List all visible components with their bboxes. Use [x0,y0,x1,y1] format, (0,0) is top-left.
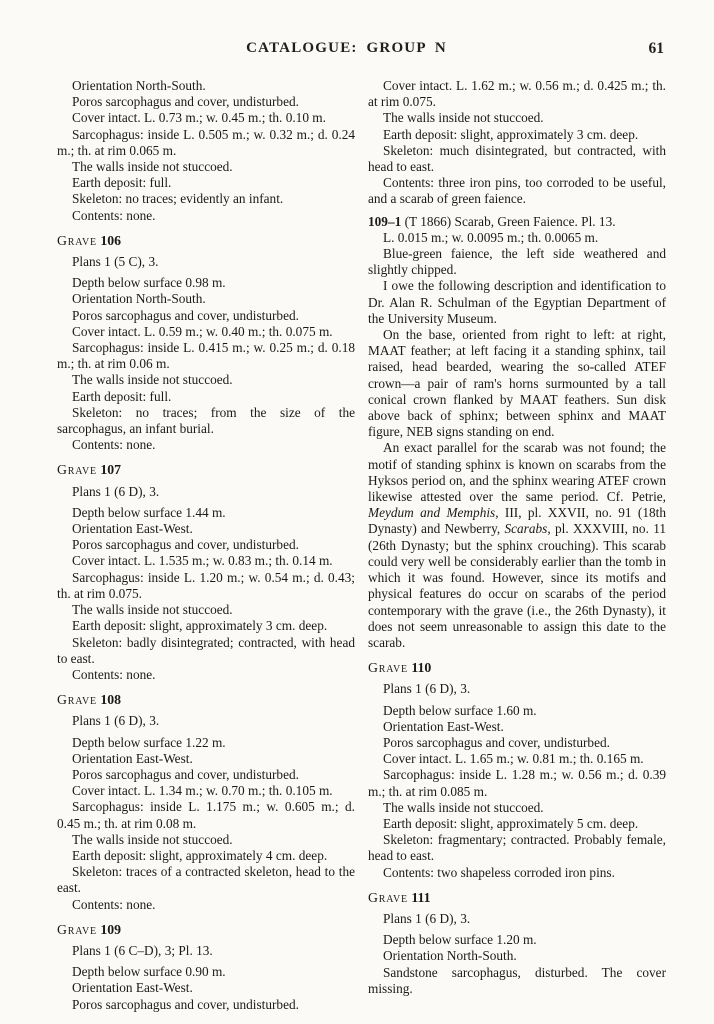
paragraph: The walls inside not stuccoed. [383,799,544,815]
paragraph: Cover intact. L. 1.65 m.; w. 0.81 m.; th. 0.165 m. [383,751,644,767]
paragraph: Cover intact. L. 1.535 m.; w. 0.83 m.; th. 0.14 m. [72,553,333,569]
paragraph: The walls inside not stuccoed. [72,159,233,175]
paragraph: Sarcophagus: inside L. 1.28 m.; w. 0.56 m.; d. 0.39 m.; th. at rim 0.085 m. [368,767,666,799]
paragraph: Sarcophagus: inside L. 0.505 m.; w. 0.32 m.; d. 0.24 m.; th. at rim 0.065 m. [57,126,355,158]
paragraph: Skeleton: much disintegrated, but contracted, with head to east. [368,142,666,175]
paragraph: Contents: none. [72,207,156,223]
grave-label: Grave [57,462,97,478]
paragraph: Earth deposit: full. [72,388,172,404]
paragraph: Earth deposit: slight, approximately 4 cm. deep. [72,847,328,863]
paragraph: Poros sarcophagus and cover, undisturbed. [72,94,299,110]
paragraph: Poros sarcophagus and cover, undisturbed. [383,734,610,750]
running-header-title: CATALOGUE: GROUP N [246,40,447,56]
paragraph: Skeleton: no traces; from the size of the sarcophagus, an infant burial. [57,404,355,437]
grave-label: Grave [57,692,97,708]
grave-label: Grave [57,232,97,248]
plans-line: Plans 1 (5 C), 3. [72,254,159,270]
paragraph: Cover intact. L. 0.59 m.; w. 0.40 m.; th. 0.075 m. [72,323,333,339]
paragraph: Cover intact. L. 1.62 m.; w. 0.56 m.; d. 0.425 m.; th. at rim 0.075. [368,78,666,110]
paragraph: Sarcophagus: inside L. 0.415 m.; w. 0.25 m.; d. 0.18 m.; th. at rim 0.06 m. [57,340,355,372]
grave-number: 107 [96,462,122,478]
paragraph: Skeleton: no traces; evidently an infant. [72,191,284,207]
grave-heading [57,233,355,249]
paragraph: Cover intact. L. 0.73 m.; w. 0.45 m.; th. 0.10 m. [72,110,326,126]
right-column [368,78,666,1013]
paragraph: Contents: none. [72,437,156,453]
paragraph: I owe the following description and identification to Dr. Alan R. Schulman of the Egyptian Department of the University Museum. [368,278,666,326]
grave-label: Grave [57,921,97,937]
paragraph: On the base, oriented from right to left: at right, MAAT feather; at left facing it a standing sphinx, tail raised, head bearded, wearing the so-called ATEF crown—a pair of ram's horns surmounted by a tall conical crown flanked by MAAT feathers. Sun disk above back of sphinx; between sphinx and MAAT figure, NEB signs standing on end. [368,327,666,440]
paragraph: Sandstone sarcophagus, disturbed. The cover missing. [368,964,666,996]
find-entry: 109–1 (T 1866) Scarab, Green Faience. Pl. 13. [368,213,616,229]
paragraph: Contents: none. [72,666,156,682]
grave-heading [368,660,666,676]
grave-number: 106 [96,232,122,248]
paragraph: Poros sarcophagus and cover, undisturbed. [72,307,299,323]
paragraph: Contents: three iron pins, too corroded to be useful, and a scarab of green faience. [368,175,666,207]
paragraph: Poros sarcophagus and cover, undisturbed. [72,766,299,782]
paragraph: Poros sarcophagus and cover, undisturbed. [72,537,299,553]
paragraph: Sarcophagus: inside L. 1.20 m.; w. 0.54 m.; d. 0.43; th. at rim 0.075. [57,569,355,601]
grave-heading [57,692,355,708]
paragraph: Orientation East-West. [383,718,504,734]
left-column [57,78,355,1013]
paragraph: Orientation East-West. [72,521,193,537]
grave-number: 110 [407,660,432,676]
paragraph: Poros sarcophagus and cover, undisturbed. [72,996,299,1012]
page-header [57,40,666,64]
paragraph: Depth below surface 0.98 m. [72,275,226,291]
grave-heading [368,890,666,906]
plans-line: Plans 1 (6 D), 3. [383,681,471,697]
paragraph: Depth below surface 1.20 m. [383,932,537,948]
grave-label: Grave [368,660,408,676]
paragraph: Depth below surface 1.60 m. [383,702,537,718]
paragraph: Skeleton: badly disintegrated; contracted, with head to east. [57,634,355,666]
grave-number: 111 [407,889,431,905]
paragraph: Contents: none. [72,896,156,912]
paragraph: Sarcophagus: inside L. 1.175 m.; w. 0.605 m.; d. 0.45 m.; th. at rim 0.08 m. [57,799,355,831]
paragraph: The walls inside not stuccoed. [383,110,544,126]
paragraph: Earth deposit: slight, approximately 3 cm. deep. [383,126,639,142]
grave-heading [57,922,355,938]
paragraph: Depth below surface 1.22 m. [72,734,226,750]
paragraph: The walls inside not stuccoed. [72,831,233,847]
paragraph: Orientation North-South. [72,291,206,307]
paragraph: Earth deposit: full. [72,175,172,191]
paragraph: Orientation North-South. [383,948,517,964]
text-columns [57,78,666,1013]
paragraph: Skeleton: fragmentary; contracted. Probably female, head to east. [368,832,666,864]
paragraph: Cover intact. L. 1.34 m.; w. 0.70 m.; th. 0.105 m. [72,783,333,799]
paragraph: An exact parallel for the scarab was not found; the motif of standing sphinx is known on scarabs from the Hyksos period on, and the sphinx wearing ATEF crown likewise attested over the same period. Cf. Petrie, Meydum and Memphis, III, pl. XXVII, no. 91 (18th Dynasty) and Newberry, Scarabs, pl. XXXVIII, no. 11 (26th Dynasty; but the sphinx crouching). This scarab could very well be considerably earlier than the tomb in which it was found. However, since its motifs and physical features do occur on scarabs of the period contemporary with the grave (i.e., the 26th Dynasty), it does not seem unreasonable to assign this date to the scarab. [368,440,666,650]
paragraph: The walls inside not stuccoed. [72,372,233,388]
grave-number: 109 [96,921,122,937]
paragraph: The walls inside not stuccoed. [72,602,233,618]
paragraph: Earth deposit: slight, approximately 3 cm. deep. [72,618,328,634]
plans-line: Plans 1 (6 D), 3. [72,483,160,499]
paragraph: Earth deposit: slight, approximately 5 cm. deep. [383,815,639,831]
paragraph: Orientation East-West. [72,980,193,996]
page-number: 61 [648,40,664,57]
plans-line: Plans 1 (6 C–D), 3; Pl. 13. [72,942,213,958]
paragraph: Blue-green faience, the left side weathered and slightly chipped. [368,246,666,278]
paragraph: Depth below surface 1.44 m. [72,504,226,520]
grave-heading [57,462,355,478]
grave-label: Grave [368,889,408,905]
paragraph: Skeleton: traces of a contracted skeleton, head to the east. [57,864,355,896]
paragraph: Orientation North-South. [72,78,206,93]
plans-line: Plans 1 (6 D), 3. [72,713,160,729]
paragraph: Orientation East-West. [72,750,193,766]
paragraph: Contents: two shapeless corroded iron pins. [383,864,615,880]
grave-number: 108 [96,692,122,708]
plans-line: Plans 1 (6 D), 3. [383,910,471,926]
paragraph: Depth below surface 0.90 m. [72,964,226,980]
paragraph: L. 0.015 m.; w. 0.0095 m.; th. 0.0065 m. [383,229,599,245]
